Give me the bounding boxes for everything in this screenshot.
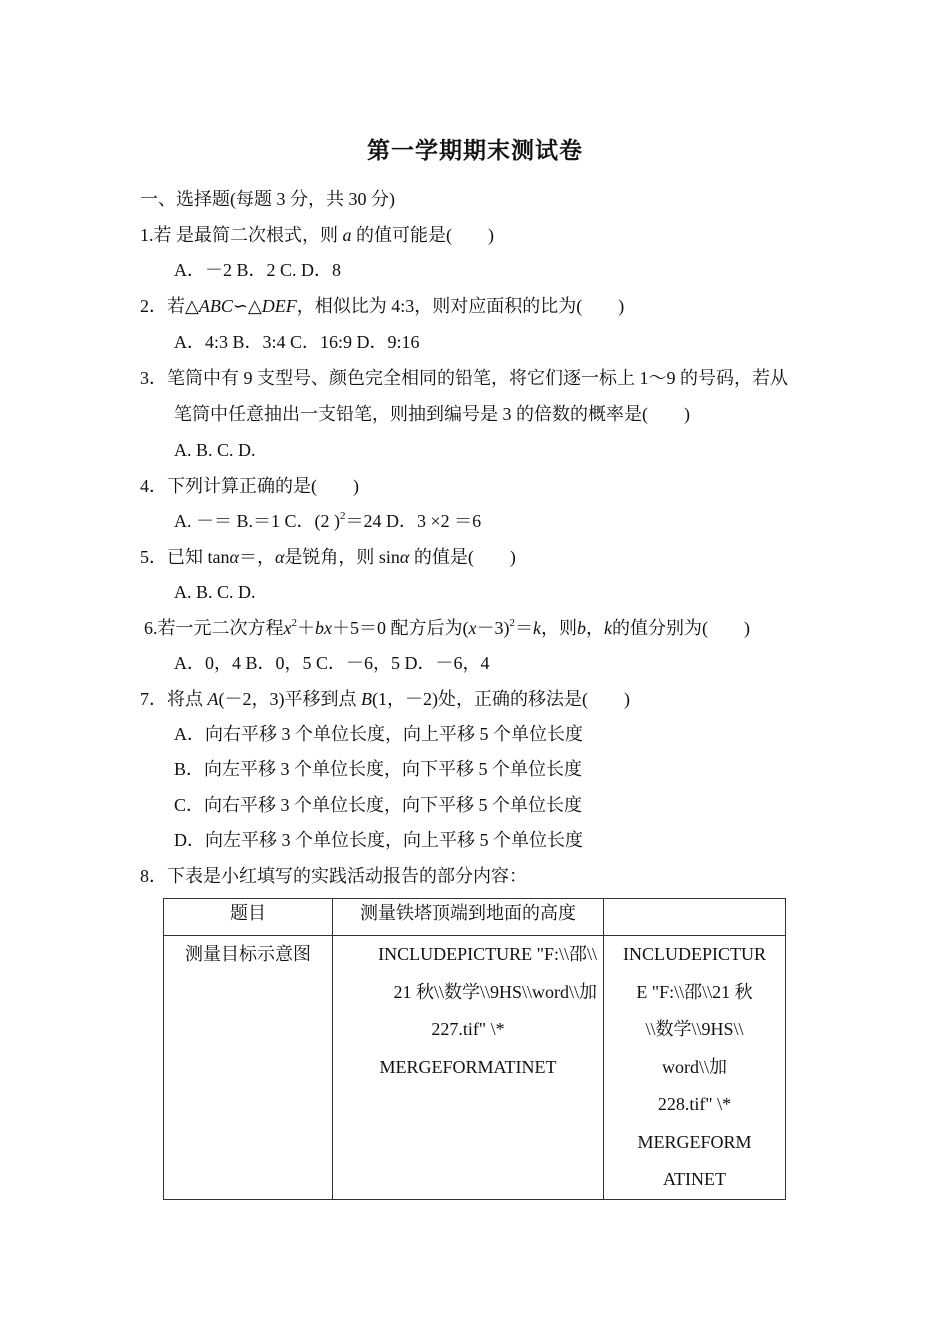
question-2-options: A．4:3 B．3:4 C．16:9 D．9:16 [174, 332, 420, 352]
question-3-line-1: 3．笔筒中有 9 支型号、颜色完全相同的铅笔，将它们逐一标上 1～9 的号码，若从 [140, 368, 788, 388]
picture-2-line: ATINET [663, 1169, 726, 1189]
diagram-label-text: 测量目标示意图 [185, 944, 311, 964]
question-3-options: A. B. C. D. [174, 440, 256, 460]
section-heading: 一、选择题(每题 3 分，共 30 分) [140, 189, 395, 209]
picture-1-line: 21 秋\\数学\\9HS\\word\\加 [393, 981, 597, 1002]
picture-1-line: MERGEFORMATINET [379, 1056, 557, 1077]
question-6: 6.若一元二次方程$x^2+bx+5=0$ 配方后为$(x-3)^2=k$，则b，k的值分别为( ) [144, 617, 750, 638]
picture-2-line: \\数学\\9HS\\ [645, 1019, 744, 1039]
picture-2-line: E "F:\\邵\\21 秋 [636, 981, 753, 1002]
question-3-line-2: 笔筒中任意抽出一支铅笔，则抽到编号是 3 的倍数的概率是( ) [174, 404, 690, 424]
table-cell-picture-2 [604, 936, 786, 1200]
table-row [164, 899, 786, 936]
question-7-option-b: B．向左平移 3 个单位长度，向下平移 5 个单位长度 [174, 759, 583, 779]
picture-2-line: INCLUDEPICTUR [623, 944, 766, 964]
question-1: 1.若 是最简二次根式，则 a 的值可能是( ) [140, 225, 494, 245]
table-cell-topic-label: 题目 [164, 899, 333, 936]
table-cell-picture-1 [333, 936, 604, 1200]
table-cell-empty [604, 899, 786, 936]
question-4: 4．下列计算正确的是( ) [140, 476, 359, 496]
picture-1-line: INCLUDEPICTURE "F:\\邵\\ [378, 944, 597, 964]
question-4-options: A. －＝ B.＝1 C．(2 )$^2$＝24 D．3 ×2 ＝6 [174, 510, 482, 531]
table-row [164, 936, 786, 1200]
question-6-options: A．0，4 B．0，5 C．－6，5 D．－6，4 [174, 653, 490, 673]
picture-2-line: MERGEFORM [637, 1131, 752, 1152]
question-7-option-d: D．向左平移 3 个单位长度，向上平移 5 个单位长度 [174, 830, 583, 850]
question-5-options: A. B. C. D. [174, 582, 256, 602]
picture-2-line: word\\加 [662, 1056, 727, 1077]
page-title: 第一学期期末测试卷 [367, 138, 583, 164]
question-1-options: A．－2 B．2 C. D．8 [174, 260, 342, 280]
report-table [163, 898, 786, 1200]
question-2: 2．若△ABC∽△DEF，相似比为 4:3，则对应面积的比为( ) [140, 296, 625, 316]
question-5: 5．已知 tanα＝，α是锐角，则 sinα 的值是( ) [140, 547, 516, 567]
table-cell-diagram-label [164, 936, 333, 1200]
question-7-option-c: C．向右平移 3 个单位长度，向下平移 5 个单位长度 [174, 795, 583, 815]
question-7: 7．将点 A(－2，3)平移到点 B(1，－2)处，正确的移法是( ) [140, 689, 630, 709]
table-cell-topic-value: 测量铁塔顶端到地面的高度 [333, 899, 604, 936]
picture-1-line: 227.tif" \* [431, 1019, 505, 1039]
question-8: 8．下表是小红填写的实践活动报告的部分内容： [140, 866, 527, 886]
picture-2-line: 228.tif" \* [657, 1094, 732, 1114]
question-7-option-a: A．向右平移 3 个单位长度，向上平移 5 个单位长度 [174, 724, 583, 744]
